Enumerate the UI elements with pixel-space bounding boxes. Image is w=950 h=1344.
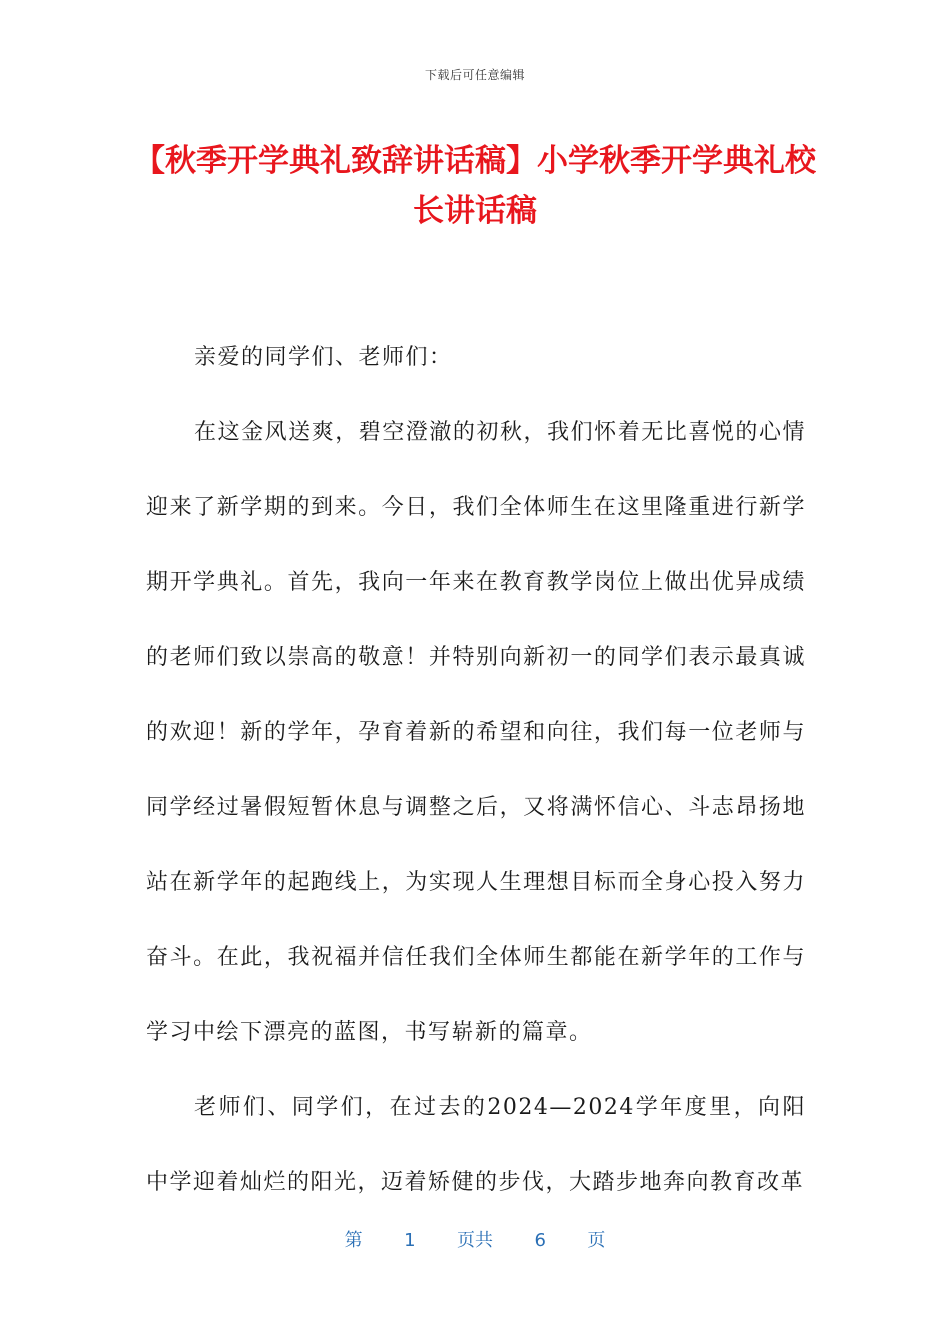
document-body	[146, 320, 806, 1220]
footer-total-pages: 6	[534, 1230, 546, 1251]
header-note: 下载后可任意编辑	[424, 68, 525, 82]
footer-prefix: 第	[344, 1230, 363, 1251]
footer-middle: 页共	[457, 1230, 493, 1251]
page-footer	[0, 1226, 950, 1252]
body-paragraph: 在这金风送爽，碧空澄澈的初秋，我们怀着无比喜悦的心情迎来了新学期的到来。今日，我们全体师生在这里隆重进行新学期开学典礼。首先，我向一年来在教育教学岗位上做出优异成绩的老师们致以崇高的敬意！并特别向新初一的同学们表示最真诚的欢迎！新的学年，孕育着新的希望和向往，我们每一位老师与同学经过暑假短暂休息与调整之后，又将满怀信心、斗志昂扬地站在新学年的起跑线上，为实现人生理想目标而全身心投入努力奋斗。在此，我祝福并信任我们全体师生都能在新学年的工作与学习中绘下漂亮的蓝图，书写崭新的篇章。	[146, 420, 806, 1045]
document-title: 【秋季开学典礼致辞讲话稿】小学秋季开学典礼校长讲话稿	[134, 143, 816, 229]
body-paragraph: 老师们、同学们，在过去的2024—2024学年度里，向阳中学迎着灿烂的阳光，迈着矫健的步伐，大踏步地奔向教育改革	[146, 1095, 806, 1195]
footer-suffix: 页	[587, 1230, 606, 1251]
footer-page-number: 1	[404, 1230, 416, 1251]
greeting-paragraph: 亲爱的同学们、老师们：	[194, 345, 453, 370]
